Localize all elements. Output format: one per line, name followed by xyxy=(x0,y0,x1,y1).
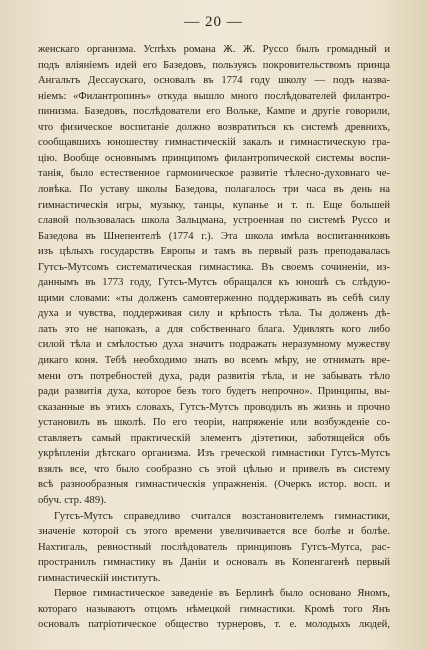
text-line: женскаго организма. Успѣхъ романа Ж. Ж. Руссо былъ громадный и xyxy=(38,44,390,55)
text-line: котораго называютъ отцомъ нѣмецкой гимнастики. Кромѣ того Янъ xyxy=(38,603,390,615)
text-line: Нахтигаль, ревностный послѣдователь принциповъ Гутсъ-Мутса, рас- xyxy=(38,541,390,553)
text-line: сказанные въ этихъ словахъ, Гутсъ-Мутсъ проводилъ въ жизнь и прочно xyxy=(38,401,390,413)
text-line: гимнастическія игры, музыку, танцы, купанье и т. п. Еще большей xyxy=(38,199,390,211)
text-line: основалъ патріотическое общество турнеровъ, т. е. молодыхъ людей, xyxy=(38,619,390,631)
text-line: Ангальтъ Дессаускаго, основалъ въ 1774 году школу — подъ назва- xyxy=(38,75,390,87)
text-line: взялъ все, что было сообразно съ этой цѣлью и привелъ въ систему xyxy=(38,463,390,475)
text-line: пинизма. Базедовъ, послѣдователи его Вольке, Кампе и другіе говорили, xyxy=(38,106,390,118)
text-line: ніемъ: «Филантропинъ» откуда вышло много послѣдователей филантро- xyxy=(38,90,390,102)
text-line: изъ цѣлыхъ государствъ Европы и тамъ въ первый разъ преподавалась xyxy=(38,246,390,258)
text-line: сообщавшихъ юношеству гимнастическій закалъ и гимнастическую гра- xyxy=(38,137,390,149)
text-line: ставляетъ самый практическій элементъ діэтетики, заботящейся объ xyxy=(38,432,390,444)
text-line: Гутсъ-Мутсъ справедливо считался возстановителемъ гимнастики, xyxy=(54,510,390,522)
text-line: ловѣка. По уставу школы Базедова, полагалось три часа въ день на xyxy=(38,183,390,195)
text-line: укрѣпленіи дѣтскаго организма. Изъ греческой гимнастики Гутсъ-Мутсъ xyxy=(38,448,390,460)
text-line: установилъ въ школѣ. По его теоріи, напряженіе или возбужденіе со- xyxy=(38,417,390,429)
text-line: дикаго коня. Тебѣ необходимо знать во всемъ мѣру, не отнимать вре- xyxy=(38,355,390,366)
text-line: цію. Вообще основнымъ принципомъ филантропической системы воспи- xyxy=(38,152,390,164)
text-line: ради развитія духа, которое безъ того будетъ непрочно». Принципы, вы- xyxy=(38,386,390,398)
text-line: духа и чувства, поддерживая силу и крѣпость тѣла. Ты долженъ дѣ- xyxy=(38,308,390,320)
text-line: обуч. стр. 489). xyxy=(38,494,107,506)
text-line: Базедова въ Шнепентелѣ (1774 г.). Эта школа имѣла воспитанниковъ xyxy=(38,230,390,242)
text-line: значеніе которой съ этого времени увеличивается все болѣе и болѣе. xyxy=(38,526,390,538)
text-line: силой тѣла и смѣлостью духа значитъ подражать неразумному мужеству xyxy=(38,339,390,351)
text-line: мени отъ потребностей духа, ради развитія тѣла, и не забывать тѣло xyxy=(38,370,390,382)
text-line: лать это не напоказъ, а для собственнаго блага. Удивлять кого либо xyxy=(38,323,390,335)
text-line: танія, было естественное гармоническое развитіе тѣлесно-духовнаго че- xyxy=(38,168,390,180)
text-line: даннымъ въ 1773 году, Гутсъ-Мутсъ обращался къ юношѣ съ слѣдую- xyxy=(38,277,390,289)
text-line: подъ вліяніемъ идей его Базедовъ, пользуясь покровительствомъ принца xyxy=(38,59,390,71)
text-line: всѣ разнообразныя гимнастическія упражненія. (Очеркъ истор. восп. и xyxy=(38,479,390,491)
text-line: славой пользовалась школа Зальцмана, устроенная по системѣ Руссо и xyxy=(38,215,390,227)
text-line: пространилъ гимнастику въ Даніи и основалъ въ Копенгагенѣ первый xyxy=(38,557,390,569)
text-line: что физическое воспитаніе должно возвратиться къ системѣ древнихъ, xyxy=(38,121,390,133)
text-line: Гутсъ-Мутсомъ систематическая гимнастика. Въ своемъ сочиненіи, из- xyxy=(38,261,390,273)
text-line: Первое гимнастическое заведеніе въ Берлинѣ было основано Яномъ, xyxy=(54,588,390,600)
text-line: щими словами: «ты долженъ самовтерженно поддерживать въ себѣ силу xyxy=(38,292,390,304)
page-number: — 20 — xyxy=(184,14,243,30)
text-line: гимнастическій институтъ. xyxy=(38,572,161,584)
